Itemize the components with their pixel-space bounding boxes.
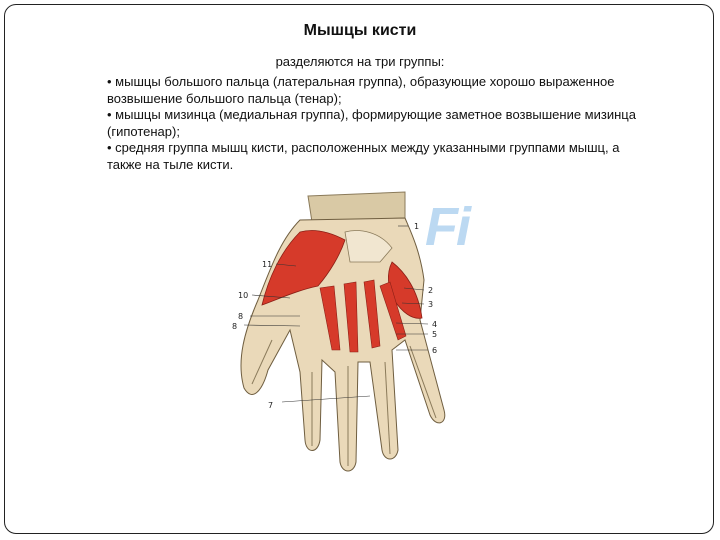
label-8-upper: 8 xyxy=(238,312,244,321)
slide-title: Мышцы кисти xyxy=(303,22,417,39)
paragraph-thenar: • мышцы большого пальца (латеральная группа), образующие хорошо выраженное возвышение большого пальца (тенар); xyxy=(107,74,615,106)
label-10: 10 xyxy=(238,291,249,300)
slide-subtitle: разделяются на три группы: xyxy=(275,54,445,69)
hand-muscles-illustration xyxy=(220,182,480,482)
label-2: 2 xyxy=(428,286,434,295)
label-5: 5 xyxy=(432,330,438,339)
label-7: 7 xyxy=(268,401,274,410)
palm-outline xyxy=(241,218,445,471)
paragraph-hypothenar: • мышцы мизинца (медиальная группа), формирующие заметное возвышение мизинца (гипотенар); xyxy=(107,107,636,139)
label-8-lower: 8 xyxy=(232,322,238,331)
slide-body xyxy=(107,74,647,173)
label-3: 3 xyxy=(428,300,434,309)
wrist-retinaculum xyxy=(308,192,405,222)
label-6: 6 xyxy=(432,346,438,355)
watermark-logo: Fi xyxy=(425,197,469,257)
paragraph-middle-group: • средняя группа мышц кисти, расположенных между указанными группами мышц, а также на тыле кисти. xyxy=(107,140,620,172)
label-1: 1 xyxy=(414,222,420,231)
label-4: 4 xyxy=(432,320,438,329)
label-11: 11 xyxy=(262,260,273,269)
